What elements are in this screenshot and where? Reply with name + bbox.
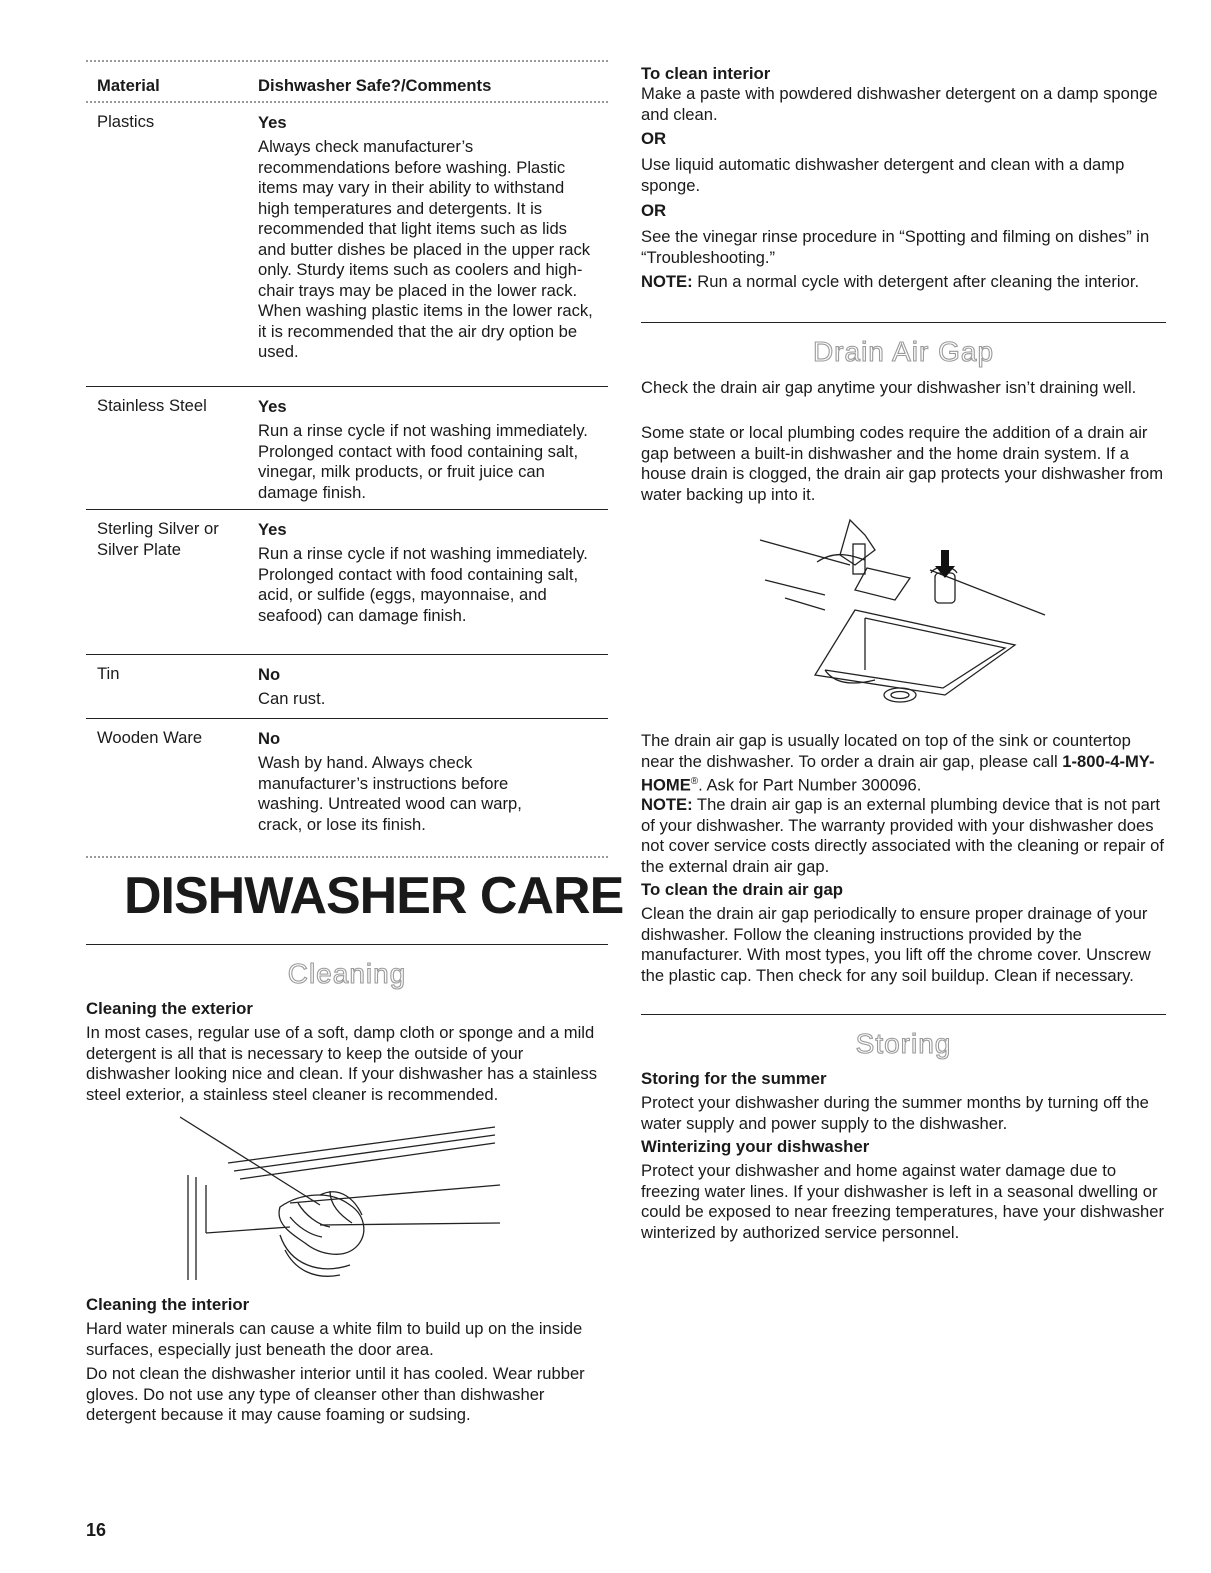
paragraph-drain-2: Some state or local plumbing codes require the addition of a drain air gap between a built-in dishwasher and the home drain system. If a house drain is clogged, the drain air gap protects your dishwasher from water backing up into it. bbox=[641, 423, 1164, 504]
table-header-material: Material bbox=[97, 76, 160, 95]
paragraph-clean-interior-1: Make a paste with powdered dishwasher detergent on a damp sponge and clean. bbox=[641, 84, 1158, 124]
registered-mark: ® bbox=[690, 776, 699, 787]
paragraph-clean-interior-3: See the vinegar rinse procedure in “Spotting and filming on dishes” in “Troubleshooting.” bbox=[641, 227, 1150, 267]
table-row-safe: Yes bbox=[258, 520, 287, 539]
table-row-comment: Run a rinse cycle if not washing immediately. Prolonged contact with food containing salt, acid, or sulfide (eggs, mayonnaise, and seafood) can damage finish. bbox=[258, 544, 588, 625]
row-divider bbox=[86, 386, 608, 387]
heading-cleaning-exterior: Cleaning the exterior bbox=[86, 999, 253, 1018]
table-header-rule bbox=[86, 101, 608, 105]
wiping-exterior-illustration bbox=[180, 1115, 510, 1285]
phone-number: 1-800-4-MY-HOME bbox=[641, 751, 1155, 795]
table-row-safe: No bbox=[258, 729, 281, 748]
section-title-cleaning: Cleaning bbox=[287, 958, 407, 989]
paragraph-clean-drain: Clean the drain air gap periodically to ensure proper drainage of your dishwasher. Follow the cleaning instructions provided by the manufacturer. With most types, you lift off the chrome cover. Unscrew the plastic cap. Then check for any soil buildup. Clean if necessary. bbox=[641, 904, 1151, 985]
table-row-material: Wooden Ware bbox=[97, 728, 203, 747]
section-rule bbox=[641, 322, 1166, 323]
table-top-rule bbox=[86, 60, 608, 64]
table-row-safe: Yes bbox=[258, 113, 287, 132]
paragraph-clean-interior-2: Use liquid automatic dishwasher detergent and clean with a damp sponge. bbox=[641, 155, 1125, 195]
table-row-comment: Can rust. bbox=[258, 689, 326, 708]
section-rule bbox=[86, 944, 608, 945]
row-divider bbox=[86, 718, 608, 719]
heading-clean-interior: To clean interior bbox=[641, 64, 771, 83]
table-row-material: Tin bbox=[97, 664, 120, 683]
page-number: 16 bbox=[86, 1520, 107, 1540]
paragraph-cleaning-interior-1: Hard water minerals can cause a white film to build up on the inside surfaces, especially just beneath the door area. bbox=[86, 1319, 583, 1359]
table-header-safe: Dishwasher Safe?/Comments bbox=[258, 76, 492, 95]
table-row-material: Stainless Steel bbox=[97, 396, 207, 415]
note-label: NOTE: bbox=[641, 272, 693, 291]
note-label: NOTE: bbox=[641, 795, 693, 814]
paragraph-winterizing: Protect your dishwasher and home against water damage due to freezing water lines. If your dishwasher is left in a seasonal dwelling or could be exposed to near freezing temperatures, have your dishwasher winterized by authorized service personnel. bbox=[641, 1161, 1165, 1242]
note-clean-interior bbox=[641, 272, 1166, 293]
paragraph-cleaning-interior-2: Do not clean the dishwasher interior until it has cooled. Wear rubber gloves. Do not use any type of cleanser other than dishwasher detergent because it may cause foaming or sudsing. bbox=[86, 1364, 585, 1424]
heading-clean-drain-air-gap: To clean the drain air gap bbox=[641, 880, 844, 899]
drain-air-gap-illustration bbox=[755, 510, 1055, 710]
table-row-material: Sterling Silver or Silver Plate bbox=[97, 519, 219, 559]
heading-cleaning-interior: Cleaning the interior bbox=[86, 1295, 250, 1314]
page-title: DISHWASHER CARE bbox=[124, 867, 624, 925]
section-title-drain-air-gap: Drain Air Gap bbox=[812, 336, 995, 367]
heading-winterizing: Winterizing your dishwasher bbox=[641, 1137, 870, 1156]
part-number-text: . Ask for Part Number 300096. bbox=[698, 775, 922, 795]
paragraph-drain-3 bbox=[641, 731, 1166, 796]
drain-location-text: The drain air gap is usually located on top of the sink or countertop near the dishwasher. To order a drain air gap, please call bbox=[641, 731, 1131, 771]
heading-storing-summer: Storing for the summer bbox=[641, 1069, 827, 1088]
row-divider bbox=[86, 509, 608, 510]
row-divider bbox=[86, 654, 608, 655]
table-bottom-rule bbox=[86, 856, 608, 860]
table-row-comment: Run a rinse cycle if not washing immediately. Prolonged contact with food containing salt, vinegar, milk products, or fruit juice can damage finish. bbox=[258, 421, 588, 502]
table-row-safe: No bbox=[258, 665, 281, 684]
paragraph-cleaning-exterior: In most cases, regular use of a soft, damp cloth or sponge and a mild detergent is all that is necessary to keep the outside of your dishwasher looking nice and clean. If your dishwasher has a stainless steel exterior, a stainless steel cleaner is recommended. bbox=[86, 1023, 598, 1104]
table-row-safe: Yes bbox=[258, 397, 287, 416]
note-text: Run a normal cycle with detergent after cleaning the interior. bbox=[692, 272, 1140, 291]
section-rule bbox=[641, 1014, 1166, 1015]
table-row-material: Plastics bbox=[97, 112, 155, 131]
section-title-storing: Storing bbox=[855, 1028, 952, 1059]
table-row-comment: Always check manufacturer’s recommendations before washing. Plastic items may vary in their ability to withstand high temperatures and detergents. It is recommended that light items such as lids and butter dishes be placed in the upper rack only. Sturdy items such as coolers and high-chair trays may be placed in the lower rack. When washing plastic items in the lower rack, it is recommended that the air dry option be used. bbox=[258, 137, 593, 361]
or-label: OR bbox=[641, 129, 667, 148]
paragraph-storing-summer: Protect your dishwasher during the summer months by turning off the water supply and power supply to the dishwasher. bbox=[641, 1093, 1149, 1133]
note-drain-air-gap bbox=[641, 795, 1166, 877]
paragraph-drain-1: Check the drain air gap anytime your dishwasher isn’t draining well. bbox=[641, 378, 1137, 397]
or-label: OR bbox=[641, 201, 667, 220]
note-text: The drain air gap is an external plumbing device that is not part of your dishwasher. The warranty provided with your dishwasher does not cover service costs directly associated with the cleaning or repair of the external drain air gap. bbox=[641, 795, 1164, 876]
table-row-comment: Wash by hand. Always check manufacturer’s instructions before washing. Untreated wood can warp, crack, or lose its finish. bbox=[258, 753, 522, 834]
